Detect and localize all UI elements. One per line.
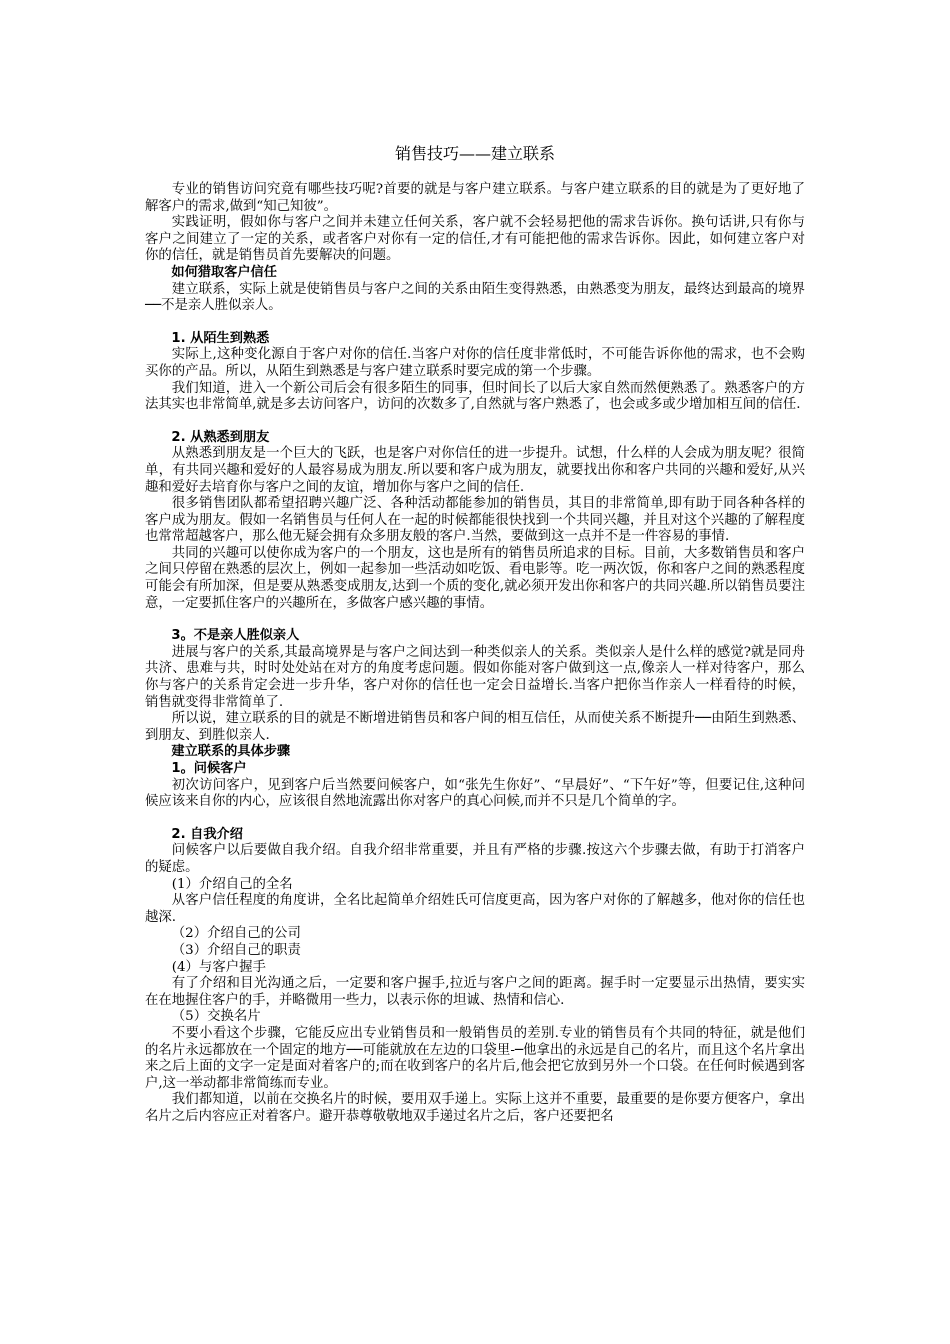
spacer (145, 612, 805, 628)
document-title: 销售技巧——建立联系 (394, 144, 555, 163)
section-heading: 建立联系的具体步骤 (171, 744, 291, 760)
spacer (145, 811, 805, 827)
subsection-heading: 3。不是亲人胜似亲人 (171, 628, 300, 644)
section-heading: 如何猎取客户信任 (171, 264, 277, 280)
subsection-heading: 1. 从陌生到熟悉 (171, 330, 270, 346)
spacer (145, 414, 805, 430)
paragraph: 实践证明，假如你与客户之间并未建立任何关系，客户就不会轻易把他的需求告诉你。换句话讲,只有你与客户之间建立了一定的关系，或者客户对你有一定的信任,才有可能把他的需求告诉你。因此，如何建立客户对你的信任，就是销售员首先要解决的问题。 (145, 215, 805, 264)
paragraph: 从熟悉到朋友是一个巨大的飞跃，也是客户对你信任的进一步提升。试想，什么样的人会成为朋友呢？很简单，有共同兴趣和爱好的人最容易成为朋友.所以要和客户成为朋友，就要找出你和客户共同的兴趣和爱好,从兴趣和爱好去培育你与客户之间的友谊，增加你与客户之间的信任. (145, 446, 805, 495)
document-body (145, 144, 805, 1125)
spacer (145, 315, 805, 331)
paragraph: 从客户信任程度的角度讲，全名比起简单介绍姓氏可信度更高，因为客户对你的了解越多，他对你的信任也越深. (145, 893, 805, 925)
paragraph: 建立联系，实际上就是使销售员与客户之间的关系由陌生变得熟悉，由熟悉变为朋友，最终达到最高的境界──不是亲人胜似亲人。 (145, 281, 805, 314)
paragraph: 很多销售团队都希望招聘兴趣广泛、各种活动都能参加的销售员，其目的非常简单,即有助于同各种各样的客户成为朋友。假如一名销售员与任何人在一起的时候都能很快找到一个共同兴趣，并且对这个兴趣的了解程度也常常超越客户，那么他无疑会拥有众多朋友般的客户.当然，要做到这一点并不是一件容易的事情. (145, 496, 805, 545)
paragraph: 有了介绍和目光沟通之后，一定要和客户握手,拉近与客户之间的距离。握手时一定要显示出热情，要实实在在地握住客户的手，并略微用一些力，以表示你的坦诚、热情和信心. (145, 976, 805, 1008)
paragraph: 不要小看这个步骤，它能反应出专业销售员和一般销售员的差别.专业的销售员有个共同的特征，就是他们的名片永远都放在一个固定的地方──可能就放在左边的口袋里-─他拿出的永远是自己的名片，而且这个名片拿出来之后上面的文字一定是面对着客户的;而在收到客户的名片后,他会把它放到另外一个口袋。在任何时候遇到客户,这一举动都非常简练而专业。 (145, 1025, 805, 1091)
list-item: (1）介绍自己的全名 (171, 876, 293, 892)
paragraph: 共同的兴趣可以使你成为客户的一个朋友，这也是所有的销售员所追求的目标。目前，大多数销售员和客户之间只停留在熟悉的层次上，例如一起参加一些活动如吃饭、看电影等。吃一两次饭，你和客户之间的熟悉程度可能会有所加深，但是要从熟悉变成朋友,达到一个质的变化,就必须开发出你和客户的共同兴趣.所以销售员要注意，一定要抓住客户的兴趣所在，多做客户感兴趣的事情。 (145, 545, 805, 611)
paragraph: 初次访问客户，见到客户后当然要问候客户，如“张先生你好”、“早晨好”、“下午好”等，但要记住,这种问候应该来自你的内心，应该很自然地流露出你对客户的真心问候,而并不只是几个简单的字。 (145, 777, 805, 810)
paragraph: 我们知道，进入一个新公司后会有很多陌生的同事，但时间长了以后大家自然而然便熟悉了。熟悉客户的方法其实也非常简单,就是多去访问客户，访问的次数多了,自然就与客户熟悉了，也会或多或少增加相互间的信任. (145, 380, 805, 413)
paragraph: 专业的销售访问究竟有哪些技巧呢?首要的就是与客户建立联系。与客户建立联系的目的就是为了更好地了解客户的需求,做到“知己知彼”。 (145, 182, 805, 214)
list-item: （3）介绍自己的职责 (171, 942, 301, 958)
subsection-heading: 1。问候客户 (171, 761, 247, 776)
list-item: （2）介绍自己的公司 (171, 926, 301, 942)
paragraph: 进展与客户的关系,其最高境界是与客户之间达到一种类似亲人的关系。类似亲人是什么样的感觉?就是同舟共济、患难与共，时时处处站在对方的角度考虑问题。假如你能对客户做到这一点,像亲人一样对待客户，那么你与客户的关系肯定会进一步升华，客户对你的信任也一定会日益增长.当客户把你当作亲人一样看待的时候，销售就变得非常简单了. (145, 644, 805, 710)
list-item: (4）与客户握手 (171, 959, 266, 975)
paragraph: 我们都知道，以前在交换名片的时候，要用双手递上。实际上这并不重要，最重要的是你要方便客户，拿出名片之后内容应正对着客户。避开恭尊敬敬地双手递过名片之后，客户还要把名 (145, 1092, 805, 1124)
paragraph: 所以说，建立联系的目的就是不断增进销售员和客户间的相互信任，从而使关系不断提升──由陌生到熟悉、到朋友、到胜似亲人. (145, 711, 805, 743)
paragraph: 实际上,这种变化源自于客户对你的信任.当客户对你的信任度非常低时，不可能告诉你他的需求，也不会购买你的产品。所以，从陌生到熟悉是与客户建立联系时要完成的第一个步骤。 (145, 347, 805, 379)
subsection-heading: 2. 自我介绍 (171, 826, 243, 842)
paragraph: 问候客户以后要做自我介绍。自我介绍非常重要，并且有严格的步骤.按这六个步骤去做，有助于打消客户的疑虑。 (145, 843, 805, 875)
list-item: （5）交换名片 (171, 1009, 261, 1025)
subsection-heading: 2. 从熟悉到朋友 (171, 429, 270, 445)
